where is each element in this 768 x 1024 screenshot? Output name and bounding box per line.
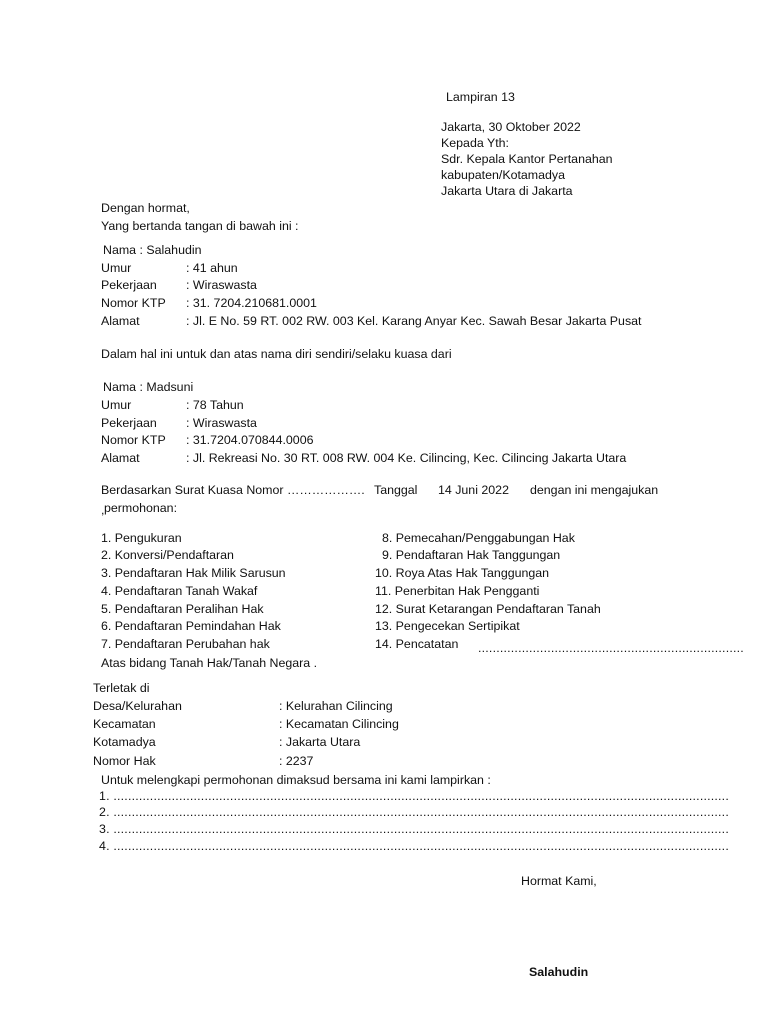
- request-item: 9. Pendaftaran Hak Tanggungan: [382, 548, 561, 562]
- recipient-salutation: Kepada Yth:: [441, 136, 509, 150]
- principal-age-label: Umur: [101, 398, 132, 412]
- pencatatan-fill-line: .........................................................................: [478, 641, 744, 655]
- on-behalf-text: Dalam hal ini untuk dan atas nama diri sendiri/selaku kuasa dari: [101, 347, 452, 361]
- applicant-job-value: : Wiraswasta: [186, 278, 257, 292]
- district-label: Kecamatan: [93, 717, 156, 731]
- request-item: 5. Pendaftaran Peralihan Hak: [101, 602, 264, 616]
- power-of-attorney-mark: ,: [101, 503, 105, 517]
- principal-ktp-value: : 31.7204.070844.0006: [186, 433, 314, 447]
- request-item: 14. Pencatatan: [375, 637, 459, 651]
- signatory-name: Salahudin: [529, 965, 589, 979]
- intro-text: Yang bertanda tangan di bawah ini :: [101, 219, 299, 233]
- request-item: 11. Penerbitan Hak Pengganti: [375, 584, 540, 598]
- recipient-line-1: Sdr. Kepala Kantor Pertanahan: [441, 152, 613, 166]
- greeting: Dengan hormat,: [101, 201, 190, 215]
- request-item: 1. Pengukuran: [101, 531, 182, 545]
- attachments-intro: Untuk melengkapi permohonan dimaksud bersama ini kami lampirkan :: [101, 773, 491, 787]
- attachment-line: 4. .........................................................................................................................................................................: [99, 839, 729, 853]
- applicant-name: Nama : Salahudin: [103, 243, 202, 257]
- city-value: : Jakarta Utara: [279, 735, 361, 749]
- applicant-ktp-value: : 31. 7204.210681.0001: [186, 296, 317, 310]
- land-type-text: Atas bidang Tanah Hak/Tanah Negara .: [101, 656, 318, 670]
- power-of-attorney-prefix: Berdasarkan Surat Kuasa Nomor ……………….: [101, 483, 365, 497]
- power-of-attorney-suffix: dengan ini mengajukan: [530, 483, 659, 497]
- principal-address-label: Alamat: [101, 451, 140, 465]
- principal-ktp-label: Nomor KTP: [101, 433, 166, 447]
- city-label: Kotamadya: [93, 735, 156, 749]
- request-item: 13. Pengecekan Sertipikat: [375, 619, 520, 633]
- closing-regards: Hormat Kami,: [521, 874, 597, 888]
- recipient-line-3: Jakarta Utara di Jakarta: [441, 184, 573, 198]
- request-item: 10. Roya Atas Hak Tanggungan: [375, 566, 550, 580]
- applicant-age-label: Umur: [101, 261, 132, 275]
- attachment-number: Lampiran 13: [446, 90, 515, 104]
- district-value: : Kecamatan Cilincing: [279, 717, 399, 731]
- request-item: 12. Surat Ketarangan Pendaftaran Tanah: [375, 602, 601, 616]
- request-item: 3. Pendaftaran Hak Milik Sarusun: [101, 566, 286, 580]
- principal-name: Nama : Madsuni: [103, 380, 194, 394]
- attachment-line: 2. .........................................................................................................................................................................: [99, 805, 729, 819]
- applicant-age-value: : 41 ahun: [186, 261, 238, 275]
- power-of-attorney-date-label: Tanggal: [374, 483, 418, 497]
- attachment-line: 1. .........................................................................................................................................................................: [99, 789, 729, 803]
- village-label: Desa/Kelurahan: [93, 699, 182, 713]
- request-item: 8. Pemecahan/Penggabungan Hak: [382, 531, 575, 545]
- village-value: : Kelurahan Cilincing: [279, 699, 393, 713]
- applicant-address-label: Alamat: [101, 314, 140, 328]
- attachment-line: 3. .........................................................................................................................................................................: [99, 822, 729, 836]
- applicant-job-label: Pekerjaan: [101, 278, 157, 292]
- rights-number-value: : 2237: [279, 754, 314, 768]
- rights-number-label: Nomor Hak: [93, 754, 156, 768]
- place-date: Jakarta, 30 Oktober 2022: [441, 120, 581, 134]
- principal-age-value: : 78 Tahun: [186, 398, 244, 412]
- principal-job-value: : Wiraswasta: [186, 416, 257, 430]
- applicant-ktp-label: Nomor KTP: [101, 296, 166, 310]
- location-heading: Terletak di: [93, 681, 150, 695]
- principal-job-label: Pekerjaan: [101, 416, 157, 430]
- request-item: 2. Konversi/Pendaftaran: [101, 548, 234, 562]
- request-item: 7. Pendaftaran Perubahan hak: [101, 637, 270, 651]
- request-item: 6. Pendaftaran Pemindahan Hak: [101, 619, 281, 633]
- power-of-attorney-date-value: 14 Juni 2022: [438, 483, 509, 497]
- recipient-line-2: kabupaten/Kotamadya: [441, 168, 565, 182]
- applicant-address-value: : Jl. E No. 59 RT. 002 RW. 003 Kel. Karang Anyar Kec. Sawah Besar Jakarta Pusat: [186, 314, 642, 328]
- request-item: 4. Pendaftaran Tanah Wakaf: [101, 584, 258, 598]
- power-of-attorney-continuation: permohonan:: [104, 501, 178, 515]
- principal-address-value: : Jl. Rekreasi No. 30 RT. 008 RW. 004 Ke. Cilincing, Kec. Cilincing Jakarta Utara: [186, 451, 627, 465]
